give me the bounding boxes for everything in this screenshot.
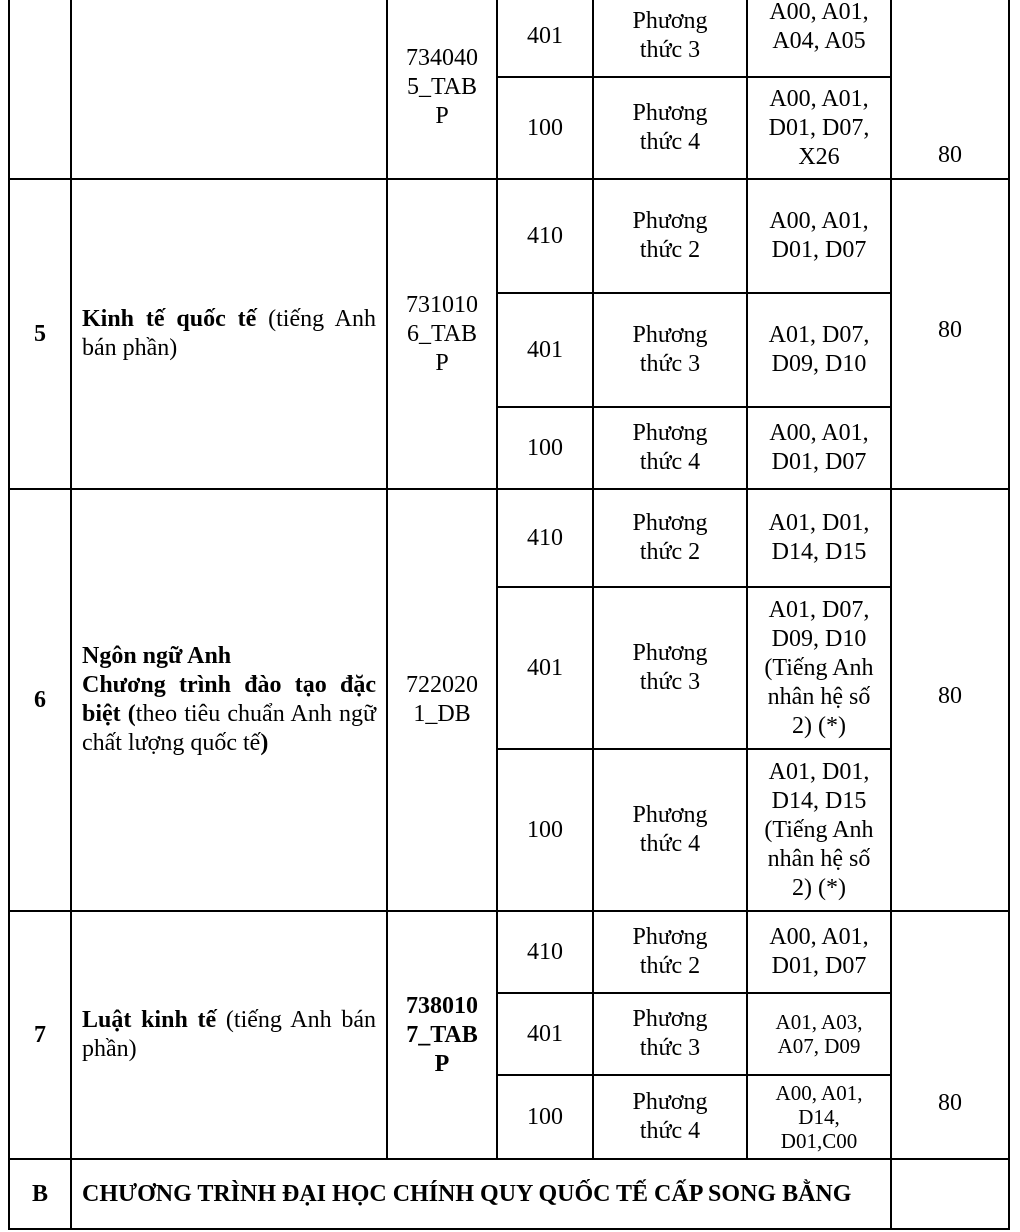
method-name-text: Phương thức 2 — [632, 208, 708, 263]
stt-cell: 5 — [9, 179, 71, 489]
quota-cell — [891, 179, 1009, 489]
table-row — [9, 911, 1009, 993]
quota-cell — [891, 489, 1009, 911]
program-name-cell — [71, 911, 387, 1159]
program-name: Luật kinh tế — [82, 1007, 217, 1033]
subject-combos-text: A00, A01, A04, A05 — [769, 0, 869, 54]
stt-cell: 7 — [9, 911, 71, 1159]
method-code: 100 — [497, 407, 593, 489]
method-name — [593, 1075, 747, 1159]
method-name-text: Phương thức 2 — [632, 510, 708, 565]
quota-cell — [891, 0, 1009, 179]
program-code-text: 731010 6_TAB P — [406, 291, 478, 376]
section-quota-cell — [891, 1159, 1009, 1229]
method-code: 410 — [497, 179, 593, 293]
subject-combos-text: A01, D01, D14, D15 (Tiếng Anh nhân hệ số 2) (*) — [764, 758, 874, 901]
table-row — [9, 179, 1009, 293]
subject-combos — [747, 407, 891, 489]
subject-combos — [747, 489, 891, 587]
method-name-text: Phương thức 3 — [632, 640, 708, 695]
method-name — [593, 293, 747, 407]
method-name — [593, 911, 747, 993]
section-row — [9, 1159, 1009, 1229]
subject-combos — [747, 0, 891, 77]
method-name-text: Phương thức 3 — [632, 322, 708, 377]
method-name — [593, 407, 747, 489]
program-name-close: ) — [260, 730, 269, 756]
program-name-cell — [71, 0, 387, 179]
program-name-cell — [71, 179, 387, 489]
method-code: 401 — [497, 993, 593, 1075]
subject-combos-text: A01, A03, A07, D09 — [775, 1010, 863, 1058]
program-code — [387, 179, 497, 489]
method-name — [593, 77, 747, 179]
method-name-text: Phương thức 2 — [632, 924, 708, 979]
subject-combos-text: A00, A01, D01, D07 — [769, 420, 869, 475]
subject-combos — [747, 587, 891, 749]
program-code-text: 734040 5_TAB P — [406, 44, 478, 129]
method-code: 401 — [497, 293, 593, 407]
table-row — [9, 489, 1009, 587]
method-name — [593, 489, 747, 587]
subject-combos — [747, 293, 891, 407]
method-name — [593, 179, 747, 293]
method-code: 100 — [497, 749, 593, 911]
program-name-note: theo tiêu chuẩn Anh ngữ chất lượng quốc tế — [82, 701, 376, 756]
program-code — [387, 911, 497, 1159]
stt-cell — [9, 0, 71, 179]
section-title: CHƯƠNG TRÌNH ĐẠI HỌC CHÍNH QUY QUỐC TẾ CẤP SONG BẰNG — [71, 1159, 891, 1229]
subject-combos-text: A00, A01, D01, D07 — [769, 208, 869, 263]
admission-table — [8, 0, 1010, 1230]
subject-combos — [747, 993, 891, 1075]
method-code: 410 — [497, 911, 593, 993]
program-subtitle: Chương trình đào tạo đặc biệt ( — [82, 672, 376, 727]
program-name: Ngôn ngữ Anh — [82, 643, 232, 669]
subject-combos-text: A01, D01, D14, D15 — [768, 510, 870, 565]
method-code: 100 — [497, 77, 593, 179]
method-code: 100 — [497, 1075, 593, 1159]
method-name — [593, 749, 747, 911]
method-name-text: Phương thức 4 — [632, 802, 708, 857]
method-name — [593, 993, 747, 1075]
method-code: 401 — [497, 587, 593, 749]
method-name — [593, 0, 747, 77]
program-code — [387, 489, 497, 911]
program-name-note: (tiếng Anh bán phần) — [82, 306, 376, 361]
method-code: 401 — [497, 0, 593, 77]
subject-combos — [747, 77, 891, 179]
method-name-text: Phương thức 3 — [632, 1006, 708, 1061]
program-code — [387, 0, 497, 179]
stt-cell: 6 — [9, 489, 71, 911]
method-code: 410 — [497, 489, 593, 587]
method-name-text: Phương thức 3 — [632, 8, 708, 63]
subject-combos — [747, 911, 891, 993]
quota-cell — [891, 911, 1009, 1159]
subject-combos-text: A01, D07, D09, D10 — [768, 322, 870, 377]
subject-combos-text: A00, A01, D01, D07 — [769, 924, 869, 979]
method-name-text: Phương thức 4 — [632, 420, 708, 475]
method-name — [593, 587, 747, 749]
program-name-note: (tiếng Anh bán phần) — [82, 1007, 377, 1062]
method-name-text: Phương thức 4 — [632, 100, 708, 155]
program-code-text: 738010 7_TAB P — [406, 992, 478, 1077]
section-label: B — [9, 1159, 71, 1229]
program-code-text: 722020 1_DB — [406, 672, 478, 727]
quota-value: 80 — [938, 142, 962, 168]
subject-combos — [747, 1075, 891, 1159]
program-name: Kinh tế quốc tế — [82, 306, 257, 332]
quota-value: 80 — [938, 316, 962, 343]
subject-combos — [747, 179, 891, 293]
subject-combos-text: A01, D07, D09, D10 (Tiếng Anh nhân hệ số 2) (*) — [764, 596, 874, 739]
subject-combos-text: A00, A01, D01, D07, X26 — [768, 85, 870, 170]
subject-combos — [747, 749, 891, 911]
subject-combos-text: A00, A01, D14, D01,C00 — [775, 1081, 863, 1153]
quota-value: 80 — [938, 682, 962, 709]
method-name-text: Phương thức 4 — [632, 1089, 708, 1144]
quota-value: 80 — [938, 1090, 962, 1116]
table-row — [9, 0, 1009, 77]
program-name-cell — [71, 489, 387, 911]
